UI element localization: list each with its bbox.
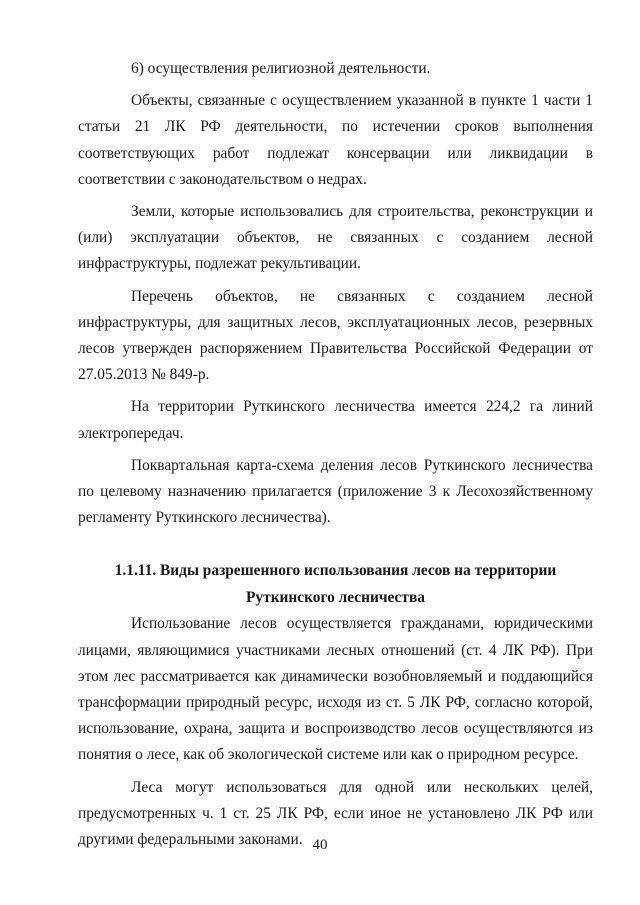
paragraph-power-lines: На территории Руткинского лесничества имеется 224,2 га линий электропередач. <box>78 398 593 442</box>
paragraph-conservation: Объекты, связанные с осуществлением указанной в пункте 1 части 1 статьи 21 ЛК РФ деятельности, по истечении сроков выполнения соответствующих работ подлежат консервации или ликвидации в соответствии с законодательством о недрах. <box>78 92 593 188</box>
paragraph-objects-list: Перечень объектов, не связанных с созданием лесной инфраструктуры, для защитных лесов, эксплуатационных лесов, резервных лесов утвержден распоряжением Правительства Российской Федерации от 27.05.2013 № 849-р. <box>78 287 593 384</box>
paragraph-recultivation: Земли, которые использовались для строительства, реконструкции и (или) эксплуатации объектов, не связанных с созданием лесной инфраструктуры, подлежат рекультивации. <box>78 203 593 273</box>
section-heading-line-1: 1.1.11. Виды разрешенного использования лесов на территории <box>114 562 557 580</box>
paragraph-use-purposes: Леса могут использоваться для одной или нескольких целей, предусмотренных ч. 1 ст. 25 ЛК РФ, если иное не установлено ЛК РФ или другими федеральными законами. <box>78 778 593 849</box>
section-heading-line-2: Руткинского лесничества <box>246 589 425 607</box>
document-page <box>78 56 593 853</box>
paragraph-religious-activity: 6) осуществления религиозной деятельности. <box>131 60 431 77</box>
page-number: 40 <box>312 837 328 853</box>
paragraph-map-scheme: Поквартальная карта-схема деления лесов Руткинского лесничества по целевому назначению прилагается (приложение 3 к Лесохозяйственному регламенту Руткинского лесничества). <box>78 456 593 527</box>
paragraph-forest-use: Использование лесов осуществляется гражданами, юридическими лицами, являющимися участниками лесных отношений (ст. 4 ЛК РФ). При этом лес рассматривается как динамически возобновляемый и поддающийся трансформации природный ресурс, исходя из ст. 5 ЛК РФ, согласно которой, использование, охрана, защита и воспроизводство лесов осуществляются из понятия о лесе, как об экологической системе или как о природном ресурсе. <box>78 615 593 764</box>
